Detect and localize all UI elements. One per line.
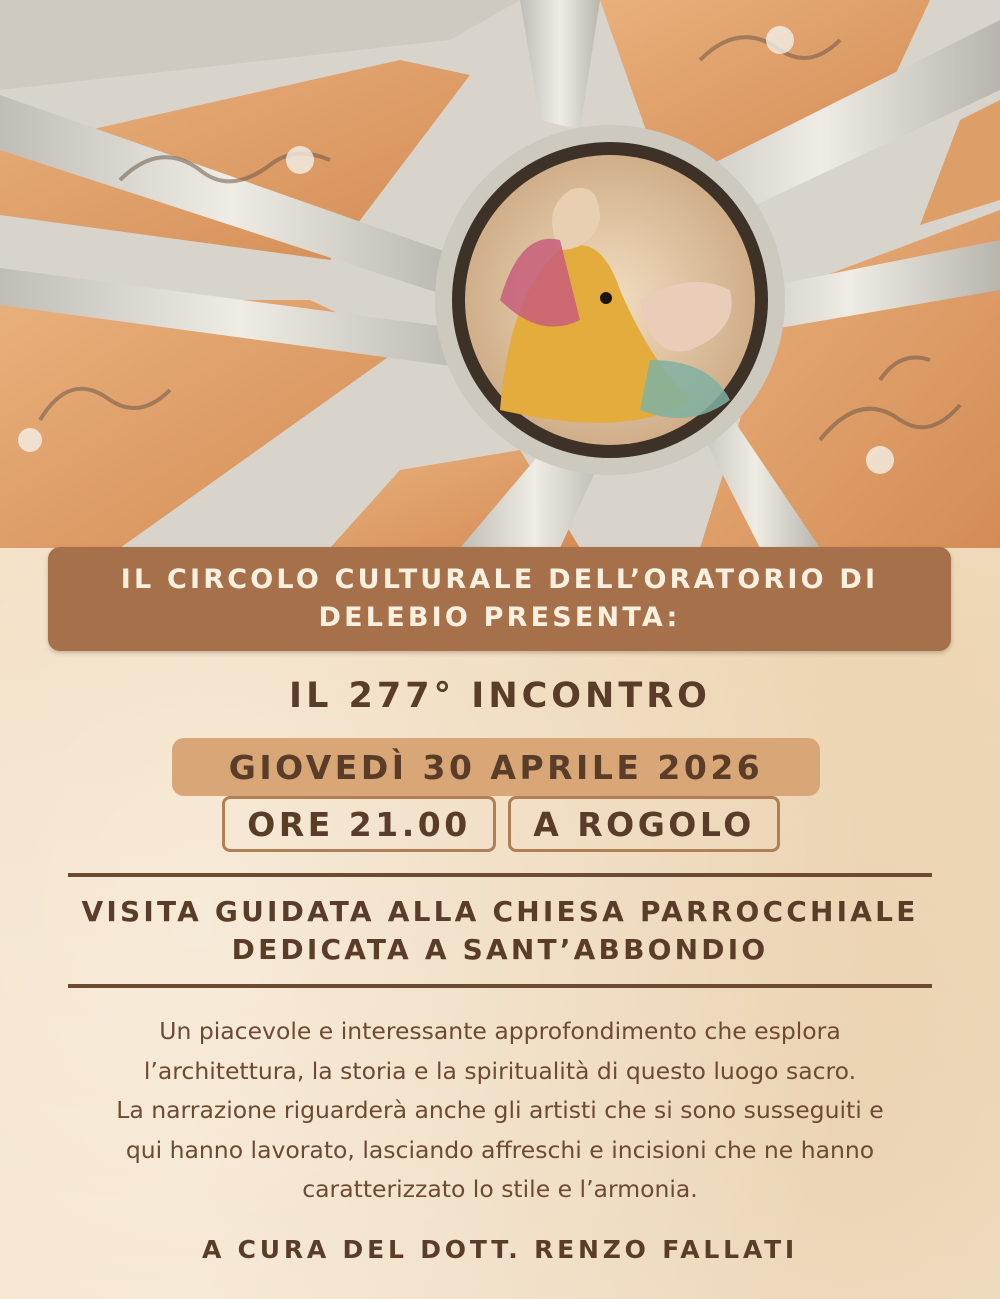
- event-time: ORE 21.00: [247, 804, 471, 844]
- event-description: [40, 1012, 960, 1210]
- divider-top: [68, 873, 932, 877]
- meeting-number: IL 277° INCONTRO: [289, 676, 711, 716]
- description-line: Un piacevole e interessante approfondimento che esplora: [159, 1017, 841, 1045]
- divider-bottom: [68, 984, 932, 988]
- visit-heading-line-2: DEDICATA A SANT’ABBONDIO: [231, 933, 769, 966]
- event-place: A ROGOLO: [533, 804, 755, 844]
- event-date-pill: [172, 738, 820, 796]
- event-time-box: [222, 796, 496, 852]
- visit-heading: [0, 893, 1000, 969]
- description-line: qui hanno lavorato, lasciando affreschi e incisioni che ne hanno: [125, 1135, 875, 1164]
- organizer-banner: [48, 547, 951, 651]
- description-line: La narrazione riguarderà anche gli artisti che si sono susseguiti e: [116, 1096, 884, 1124]
- event-date: GIOVEDÌ 30 APRILE 2026: [228, 747, 764, 787]
- frescoed-ceiling-photo: [0, 0, 1000, 548]
- organizer-banner-text: IL CIRCOLO CULTURALE DELL’ORATORIO DI DELEBIO PRESENTA:: [120, 564, 879, 633]
- curator-credit: A CURA DEL DOTT. RENZO FALLATI: [201, 1235, 799, 1264]
- event-place-box: [508, 796, 780, 852]
- visit-heading-line-1: VISITA GUIDATA ALLA CHIESA PARROCCHIALE: [81, 895, 919, 928]
- description-line: l’architettura, la storia e la spiritualità di questo luogo sacro.: [143, 1056, 857, 1085]
- description-line: caratterizzato lo stile e l’armonia.: [302, 1175, 698, 1203]
